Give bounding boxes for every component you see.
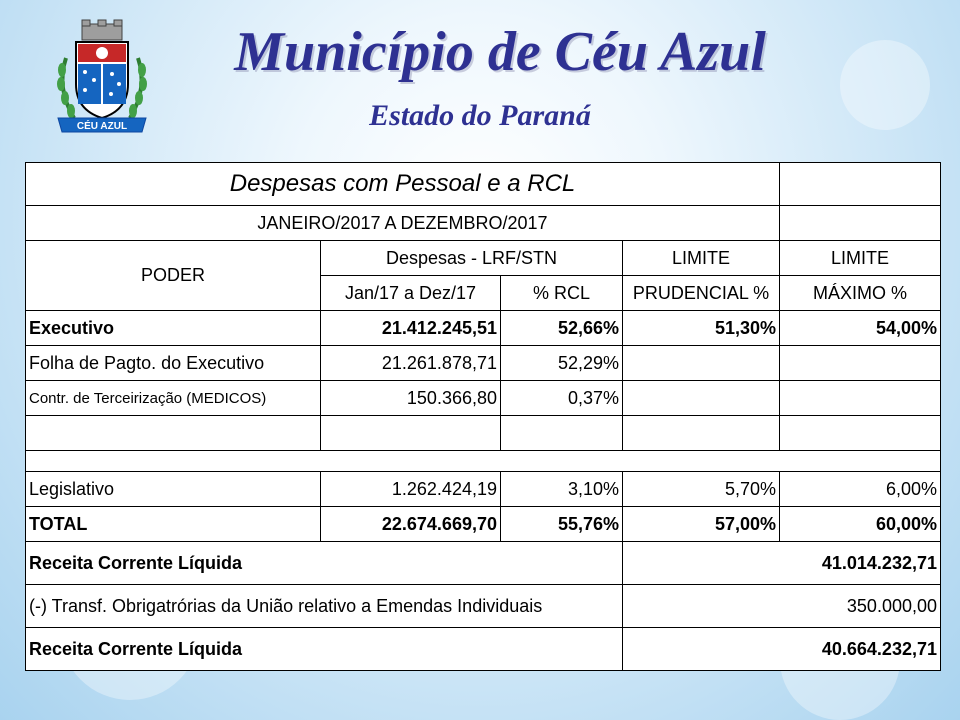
table-row-gap bbox=[26, 451, 941, 472]
row-maximo: 60,00% bbox=[780, 507, 941, 542]
row-prudencial: 51,30% bbox=[623, 311, 780, 346]
table-row-legislativo bbox=[26, 472, 941, 507]
row-rcl: 52,29% bbox=[501, 346, 623, 381]
row-valor: 1.262.424,19 bbox=[321, 472, 501, 507]
table-cell bbox=[623, 416, 780, 451]
page-title: Município de Céu Azul bbox=[234, 21, 766, 83]
row-valor: 41.014.232,71 bbox=[623, 542, 941, 585]
row-valor: 40.664.232,71 bbox=[623, 628, 941, 671]
table-caption: Despesas com Pessoal e a RCL bbox=[26, 163, 780, 206]
row-valor: 21.412.245,51 bbox=[321, 311, 501, 346]
table-row-terceirizacao bbox=[26, 381, 941, 416]
row-label: Receita Corrente Líquida bbox=[26, 542, 623, 585]
table-cell bbox=[780, 416, 941, 451]
col-header-limite-prudencial: LIMITE bbox=[623, 241, 780, 276]
table-cell bbox=[780, 206, 941, 241]
table-row-total bbox=[26, 507, 941, 542]
row-rcl: 0,37% bbox=[501, 381, 623, 416]
row-label: Executivo bbox=[26, 311, 321, 346]
table-row-executivo bbox=[26, 311, 941, 346]
row-valor: 21.261.878,71 bbox=[321, 346, 501, 381]
page-subtitle: Estado do Paraná bbox=[369, 99, 591, 132]
row-prudencial: 57,00% bbox=[623, 507, 780, 542]
row-label: Receita Corrente Líquida bbox=[26, 628, 623, 671]
table-cell bbox=[26, 416, 321, 451]
row-prudencial: 5,70% bbox=[623, 472, 780, 507]
table-cell bbox=[780, 381, 941, 416]
row-label: Folha de Pagto. do Executivo bbox=[26, 346, 321, 381]
row-rcl: 55,76% bbox=[501, 507, 623, 542]
table-cell bbox=[321, 416, 501, 451]
expenses-table bbox=[25, 162, 941, 671]
row-rcl: 52,66% bbox=[501, 311, 623, 346]
col-header-despesas: Despesas - LRF/STN bbox=[321, 241, 623, 276]
table-row-folha bbox=[26, 346, 941, 381]
row-valor: 150.366,80 bbox=[321, 381, 501, 416]
row-label: Contr. de Terceirização (MEDICOS) bbox=[26, 381, 321, 416]
table-cell bbox=[26, 451, 941, 472]
table-row-empty bbox=[26, 416, 941, 451]
subheader-rcl: % RCL bbox=[501, 276, 623, 311]
table-row-rcl bbox=[26, 542, 941, 585]
row-valor: 22.674.669,70 bbox=[321, 507, 501, 542]
row-label: TOTAL bbox=[26, 507, 321, 542]
table-period: JANEIRO/2017 A DEZEMBRO/2017 bbox=[26, 206, 780, 241]
subheader-period: Jan/17 a Dez/17 bbox=[321, 276, 501, 311]
expenses-table-wrapper bbox=[25, 162, 940, 671]
col-header-poder: PODER bbox=[26, 241, 321, 311]
header bbox=[0, 0, 960, 150]
col-header-limite-maximo: LIMITE bbox=[780, 241, 941, 276]
row-maximo: 54,00% bbox=[780, 311, 941, 346]
subheader-prudencial: PRUDENCIAL % bbox=[623, 276, 780, 311]
crest-label: CÉU AZUL bbox=[76, 121, 128, 132]
table-row-rcl-final bbox=[26, 628, 941, 671]
table-cell bbox=[623, 346, 780, 381]
row-valor: 350.000,00 bbox=[623, 585, 941, 628]
table-cell bbox=[501, 416, 623, 451]
table-cell bbox=[623, 381, 780, 416]
table-cell bbox=[780, 346, 941, 381]
subheader-maximo: MÁXIMO % bbox=[780, 276, 941, 311]
table-cell bbox=[780, 163, 941, 206]
table-row-transf bbox=[26, 585, 941, 628]
row-rcl: 3,10% bbox=[501, 472, 623, 507]
row-maximo: 6,00% bbox=[780, 472, 941, 507]
coat-of-arms-icon bbox=[52, 18, 152, 136]
row-label: (-) Transf. Obrigatrórias da União relativo a Emendas Individuais bbox=[26, 585, 623, 628]
row-label: Legislativo bbox=[26, 472, 321, 507]
